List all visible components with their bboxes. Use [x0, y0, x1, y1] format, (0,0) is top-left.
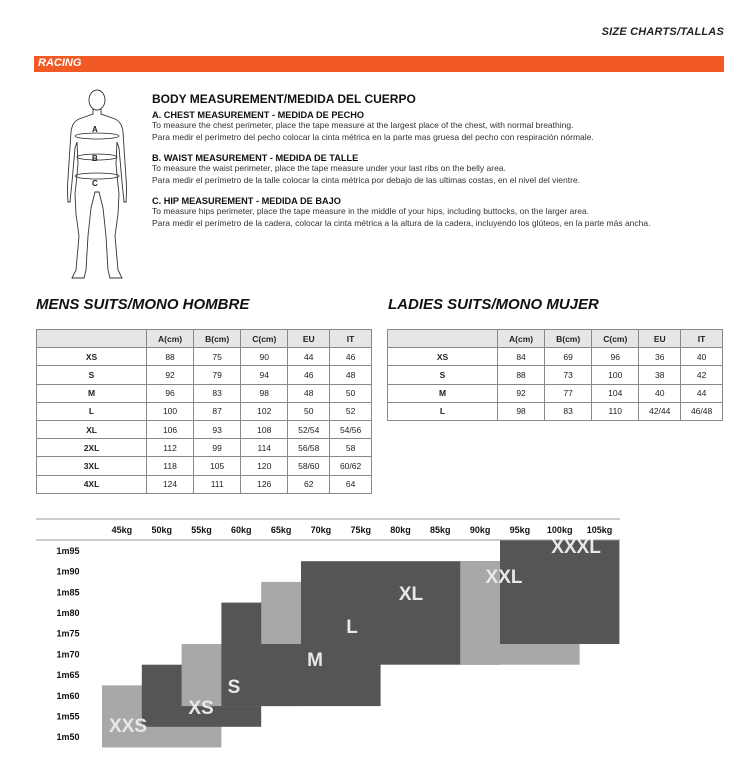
column-header: C(cm)	[592, 330, 639, 348]
body-measurement-title: BODY MEASUREMENT/MEDIDA DEL CUERPO	[152, 92, 416, 106]
weight-tick-label: 60kg	[231, 525, 252, 535]
table-cell: 92	[498, 384, 545, 402]
table-cell: 106	[147, 420, 194, 438]
column-header: A(cm)	[498, 330, 545, 348]
table-cell: 118	[147, 457, 194, 475]
table-cell: 73	[545, 366, 592, 384]
table-cell: 94	[241, 366, 288, 384]
table-cell: 124	[147, 475, 194, 493]
hip-heading: C. HIP MEASUREMENT - MEDIDA DE BAJO	[152, 196, 341, 206]
table-cell: 96	[592, 348, 639, 366]
weight-tick-label: 105kg	[586, 525, 613, 535]
size-label-cell: 4XL	[37, 475, 147, 493]
table-cell: 69	[545, 348, 592, 366]
size-block-label: L	[346, 617, 358, 638]
table-cell: 90	[241, 348, 288, 366]
section-bar-label: RACING	[38, 57, 82, 69]
column-header: EU	[639, 330, 681, 348]
table-cell: 93	[194, 420, 241, 438]
height-tick-label: 1m95	[56, 545, 80, 556]
table-cell: 60/62	[330, 457, 372, 475]
weight-tick-label: 100kg	[546, 525, 573, 535]
table-cell: 48	[330, 366, 372, 384]
size-label-cell: M	[388, 384, 498, 402]
weight-tick-label: 45kg	[111, 525, 133, 535]
size-label-cell: XL	[37, 420, 147, 438]
size-label-cell: S	[37, 366, 147, 384]
table-cell: 114	[241, 439, 288, 457]
waist-heading: B. WAIST MEASUREMENT - MEDIDA DE TALLE	[152, 153, 359, 163]
table-cell: 77	[545, 384, 592, 402]
height-tick-label: 1m90	[56, 566, 80, 577]
mens-table-title: MENS SUITS/MONO HOMBRE	[36, 296, 250, 313]
weight-tick-label: 90kg	[469, 525, 491, 535]
table-cell: 48	[288, 384, 330, 402]
table-cell: 83	[545, 402, 592, 420]
table-cell: 96	[147, 384, 194, 402]
hip-text-es: Para medir el perímetro de la cadera, colocar la cinta métrica a la altura de la cadera, incluyendo los glúteos, en la parte más ancha.	[152, 217, 651, 228]
table-cell: 64	[330, 475, 372, 493]
column-header: IT	[681, 330, 723, 348]
column-header: C(cm)	[241, 330, 288, 348]
table-cell: 111	[194, 475, 241, 493]
hip-text-en: To measure hips perimeter, place the tape measure in the middle of your hips, including buttocks, on the larger area.	[152, 206, 590, 216]
height-tick-label: 1m75	[56, 628, 80, 639]
size-label-cell: XS	[388, 348, 498, 366]
weight-tick-label: 50kg	[151, 525, 172, 535]
table-cell: 62	[288, 475, 330, 493]
waist-text-es: Para medir el perímetro de la talle colocar la cinta métrica por debajo de las ultimas costas, en el nivel del vientre.	[152, 174, 581, 185]
size-block-label: XXL	[485, 567, 523, 588]
column-header: A(cm)	[147, 330, 194, 348]
height-tick-label: 1m70	[56, 649, 80, 660]
table-cell: 44	[681, 384, 723, 402]
table-cell: 126	[241, 475, 288, 493]
size-block-label: S	[227, 677, 241, 698]
size-label-cell: M	[37, 384, 147, 402]
table-cell: 46	[330, 348, 372, 366]
height-tick-label: 1m50	[56, 732, 80, 743]
column-header: B(cm)	[194, 330, 241, 348]
page-header-title: SIZE CHARTS/TALLAS	[601, 26, 724, 38]
height-tick-label: 1m55	[56, 711, 80, 722]
table-cell: 52/54	[288, 420, 330, 438]
column-header: B(cm)	[545, 330, 592, 348]
weight-tick-label: 70kg	[310, 525, 332, 535]
table-cell: 84	[498, 348, 545, 366]
table-cell: 108	[241, 420, 288, 438]
weight-tick-label: 85kg	[430, 525, 451, 535]
table-cell: 58	[330, 439, 372, 457]
table-cell: 40	[681, 348, 723, 366]
waist-text-en: To measure the waist perimeter, place the tape measure under your last ribs on the belly area.	[152, 163, 506, 173]
size-label-cell: L	[37, 402, 147, 420]
table-cell: 46	[288, 366, 330, 384]
weight-tick-label: 95kg	[509, 525, 531, 535]
size-block-label: XL	[398, 584, 424, 605]
weight-tick-label: 75kg	[350, 525, 371, 535]
table-cell: 98	[498, 402, 545, 420]
table-cell: 36	[639, 348, 681, 366]
ladies-table-title: LADIES SUITS/MONO MUJER	[388, 296, 599, 313]
table-cell: 40	[639, 384, 681, 402]
size-label-cell: XS	[37, 348, 147, 366]
table-cell: 42	[681, 366, 723, 384]
weight-tick-label: 55kg	[191, 525, 212, 535]
table-cell: 50	[288, 402, 330, 420]
size-block-label: XXXL	[551, 537, 601, 558]
column-header: EU	[288, 330, 330, 348]
table-cell: 104	[592, 384, 639, 402]
table-cell: 42/44	[639, 402, 681, 420]
table-cell: 120	[241, 457, 288, 475]
height-tick-label: 1m60	[56, 690, 80, 701]
table-cell: 44	[288, 348, 330, 366]
figure-label-b: B	[92, 154, 98, 163]
chest-heading: A. CHEST MEASUREMENT - MEDIDA DE PECHO	[152, 110, 365, 120]
table-cell: 99	[194, 439, 241, 457]
chest-text-en: To measure the chest perimeter, place the tape measure at the largest place of the chest, with normal breathing.	[152, 120, 574, 130]
table-cell: 83	[194, 384, 241, 402]
table-cell: 50	[330, 384, 372, 402]
table-cell: 112	[147, 439, 194, 457]
table-cell: 105	[194, 457, 241, 475]
size-block-label: XXS	[108, 716, 148, 737]
figure-label-c: C	[92, 179, 98, 188]
size-label-cell: S	[388, 366, 498, 384]
size-label-cell: L	[388, 402, 498, 420]
table-cell: 102	[241, 402, 288, 420]
chest-text-es: Para medir el perímetro del pecho colocar la cinta métrica en la parte mas gruesa del pecho con respiración nórmale.	[152, 131, 594, 142]
table-cell: 56/58	[288, 439, 330, 457]
table-cell: 98	[241, 384, 288, 402]
table-cell: 38	[639, 366, 681, 384]
size-label-cell: 2XL	[37, 439, 147, 457]
size-label-cell: 3XL	[37, 457, 147, 475]
figure-label-a: A	[92, 125, 98, 134]
table-cell: 92	[147, 366, 194, 384]
table-cell: 79	[194, 366, 241, 384]
table-cell: 100	[147, 402, 194, 420]
column-header: IT	[330, 330, 372, 348]
size-block-label: XS	[188, 698, 214, 719]
height-tick-label: 1m65	[56, 670, 80, 681]
table-cell: 75	[194, 348, 241, 366]
table-cell: 110	[592, 402, 639, 420]
table-cell: 46/48	[681, 402, 723, 420]
size-block-label: M	[307, 650, 323, 671]
table-cell: 52	[330, 402, 372, 420]
table-cell: 88	[147, 348, 194, 366]
table-cell: 88	[498, 366, 545, 384]
table-cell: 54/56	[330, 420, 372, 438]
height-tick-label: 1m80	[56, 607, 80, 618]
height-tick-label: 1m85	[56, 587, 80, 598]
weight-tick-label: 80kg	[390, 525, 411, 535]
table-cell: 87	[194, 402, 241, 420]
weight-tick-label: 65kg	[270, 525, 292, 535]
table-cell: 100	[592, 366, 639, 384]
table-cell: 58/60	[288, 457, 330, 475]
